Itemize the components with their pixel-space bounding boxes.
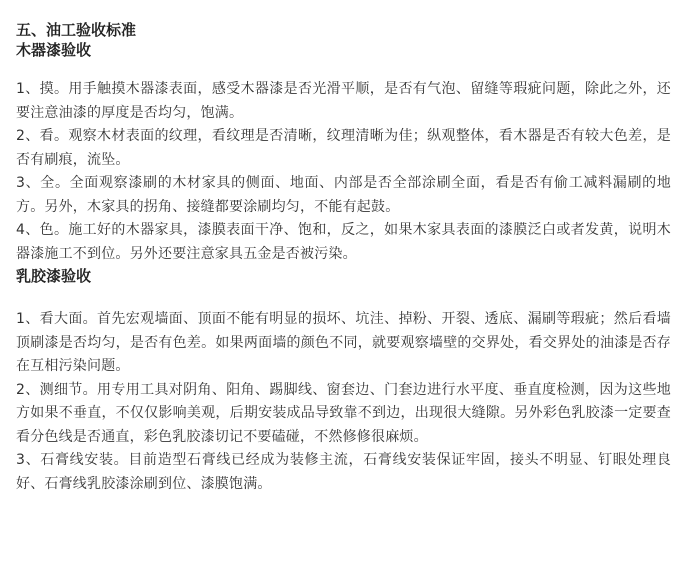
section-title: 五、油工验收标准 [16, 21, 137, 39]
latex-paint-item-1: 1、看大面。首先宏观墙面、顶面不能有明显的损坏、坑洼、掉粉、开裂、透底、漏刷等瑕疵；然后看墙顶刷漆是否均匀，是否有色差。如果两面墙的颜色不同，就要观察墙壁的交界处，看交界处的油漆是否存在互相污染问题。 [16, 311, 671, 374]
latex-paint-list [16, 308, 671, 496]
wood-paint-list [16, 78, 671, 266]
wood-paint-item-1: 1、摸。用手触摸木器漆表面，感受木器漆是否光滑平顺，是否有气泡、留缝等瑕疵问题，除此之外，还要注意油漆的厚度是否均匀，饱满。 [16, 81, 671, 121]
latex-paint-item-3: 3、石膏线安装。目前造型石膏线已经成为装修主流，石膏线安装保证牢固，接头不明显、钉眼处理良好、石膏线乳胶漆涂刷到位、漆膜饱满。 [16, 452, 671, 492]
wood-paint-item-2: 2、看。观察木材表面的纹理，看纹理是否清晰，纹理清晰为佳；纵观整体，看木器是否有较大色差，是否有刷痕，流坠。 [16, 128, 671, 168]
wood-paint-item-4: 4、色。施工好的木器家具，漆膜表面干净、饱和，反之，如果木家具表面的漆膜泛白或者发黄，说明木器漆施工不到位。另外还要注意家具五金是否被污染。 [16, 222, 671, 262]
wood-paint-heading: 木器漆验收 [16, 41, 92, 59]
latex-paint-item-2: 2、测细节。用专用工具对阴角、阳角、踢脚线、窗套边、门套边进行水平度、垂直度检测，因为这些地方如果不垂直，不仅仅影响美观，后期安装成品导致靠不到边，出现很大缝隙。另外彩色乳胶漆一定要查看分色线是否通直，彩色乳胶漆切记不要磕碰，不然修修很麻烦。 [16, 381, 671, 445]
latex-paint-heading: 乳胶漆验收 [16, 267, 92, 285]
wood-paint-item-3: 3、全。全面观察漆刷的木材家具的侧面、地面、内部是否全部涂刷全面，看是否有偷工减料漏刷的地方。另外，木家具的拐角、接缝都要涂刷均匀，不能有起鼓。 [16, 175, 671, 215]
